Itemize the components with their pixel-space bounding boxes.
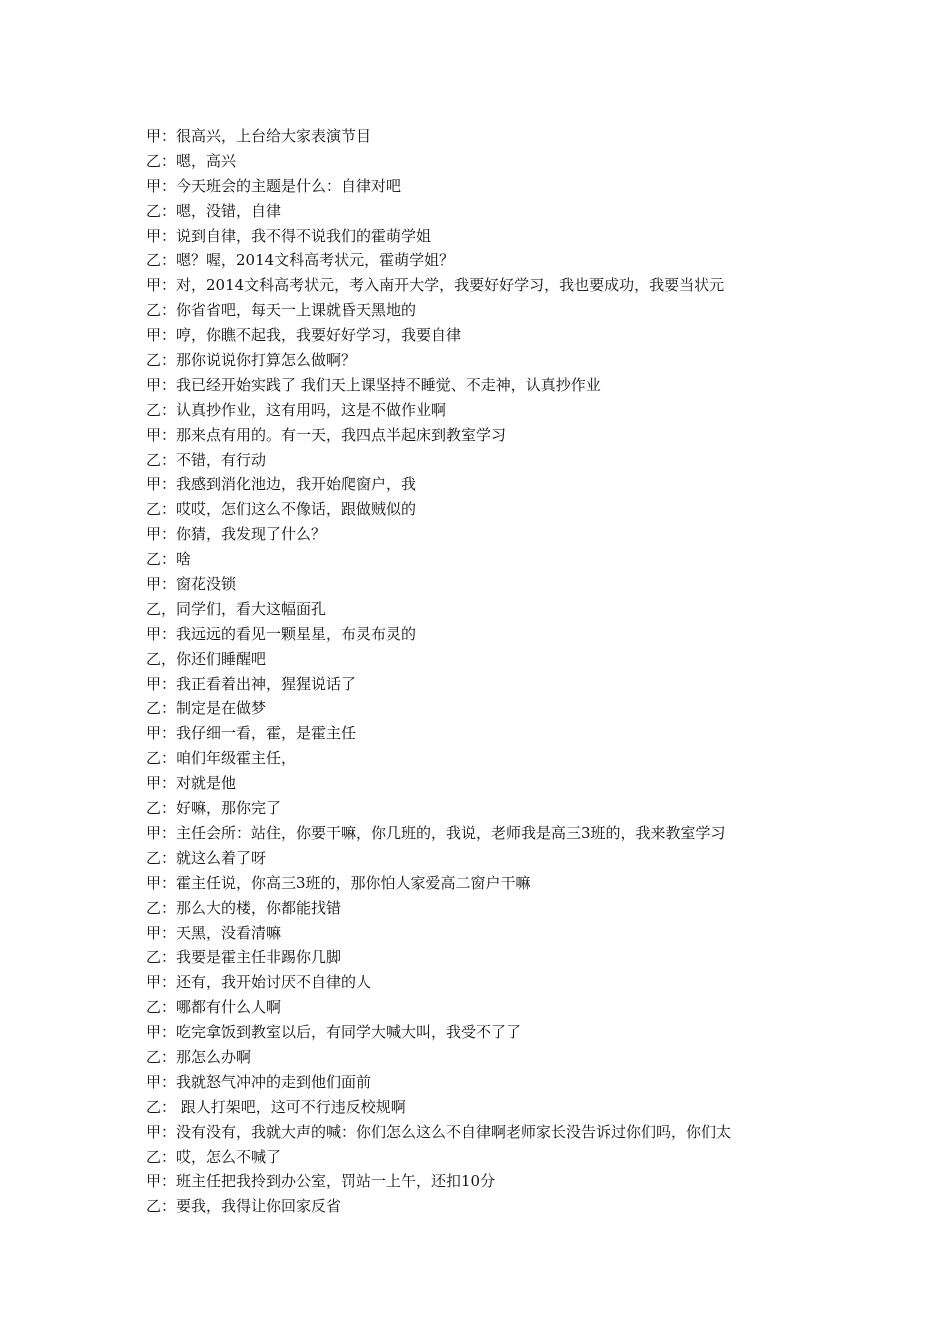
dialogue-line: 乙，你还们睡醒吧	[146, 649, 267, 668]
dialogue-line: 甲：我仔细一看，霍，是霍主任	[146, 724, 357, 743]
dialogue-line: 甲：我就怒气冲冲的走到他们面前	[146, 1072, 372, 1091]
dialogue-line: 甲：班主任把我拎到办公室，罚站一上午，还扣10分	[146, 1172, 496, 1191]
dialogue-line: 乙：要我，我得让你回家反省	[146, 1197, 342, 1216]
dialogue-line: 甲：没有没有，我就大声的喊：你们怎么这么不自律啊老师家长没告诉过你们吗，你们太	[146, 1122, 732, 1141]
dialogue-line: 乙：嗯，没错，自律	[146, 201, 282, 220]
dialogue-line: 乙：认真抄作业，这有用吗，这是不做作业啊	[146, 400, 447, 419]
dialogue-line: 甲：我远远的看见一颗星星，布灵布灵的	[146, 624, 417, 643]
dialogue-line: 甲：我已经开始实践了 我们天上课坚持不睡觉、不走神，认真抄作业	[146, 375, 601, 394]
dialogue-line: 乙：哪都有什么人啊	[146, 998, 282, 1017]
dialogue-line: 乙：就这么着了呀	[146, 848, 267, 867]
dialogue-line: 甲：还有，我开始讨厌不自律的人	[146, 973, 372, 992]
dialogue-line: 甲：我正看着出神，猩猩说话了	[146, 674, 357, 693]
dialogue-line: 甲：哼，你瞧不起我，我要好好学习，我要自律	[146, 326, 462, 345]
dialogue-line: 乙：我要是霍主任非踢你几脚	[146, 948, 342, 967]
dialogue-line: 甲：吃完拿饭到教室以后，有同学大喊大叫，我受不了了	[146, 1023, 522, 1042]
dialogue-line: 乙：那怎么办啊	[146, 1047, 252, 1066]
dialogue-line: 乙：啥	[146, 550, 192, 569]
dialogue-script	[146, 124, 846, 1219]
dialogue-line: 甲：主任会所：站住，你要干嘛，你几班的，我说，老师我是高三3班的，我来教室学习	[146, 823, 726, 842]
dialogue-line: 甲：我感到消化池边，我开始爬窗户，我	[146, 475, 417, 494]
dialogue-line: 甲：窗花没锁	[146, 575, 237, 594]
dialogue-line: 乙：那么大的楼，你都能找错	[146, 898, 342, 917]
dialogue-line: 乙：嗯，高兴	[146, 151, 237, 170]
dialogue-line: 甲：那来点有用的。有一天，我四点半起床到教室学习	[146, 425, 507, 444]
dialogue-line: 甲：天黑，没看清嘛	[146, 923, 282, 942]
dialogue-line: 乙：制定是在做梦	[146, 699, 267, 718]
dialogue-line: 甲：今天班会的主题是什么：自律对吧	[146, 176, 402, 195]
dialogue-line: 乙，同学们，看大这幅面孔	[146, 599, 327, 618]
dialogue-line: 甲：霍主任说，你高三3班的，那你怕人家爱高二窗户干嘛	[146, 873, 531, 892]
dialogue-line: 乙： 跟人打架吧，这可不行违反校规啊	[146, 1097, 406, 1116]
dialogue-line: 乙：哎，怎么不喊了	[146, 1147, 282, 1166]
dialogue-line: 乙：不错，有行动	[146, 450, 267, 469]
dialogue-line: 乙：好嘛，那你完了	[146, 799, 282, 818]
dialogue-line: 乙：你省省吧，每天一上课就昏天黑地的	[146, 301, 417, 320]
dialogue-line: 乙：那你说说你打算怎么做啊？	[146, 351, 357, 370]
dialogue-line: 甲：你猜，我发现了什么？	[146, 525, 327, 544]
dialogue-line: 甲：很高兴，上台给大家表演节目	[146, 127, 372, 145]
dialogue-line: 乙：嗯？喔，2014文科高考状元，霍萌学姐？	[146, 251, 455, 270]
dialogue-line: 甲：说到自律，我不得不说我们的霍萌学姐	[146, 226, 432, 245]
dialogue-line: 甲：对就是他	[146, 774, 237, 793]
dialogue-line: 乙：咱们年级霍主任，	[146, 749, 297, 768]
dialogue-line: 甲：对，2014文科高考状元，考入南开大学，我要好好学习，我也要成功，我要当状元	[146, 276, 725, 295]
dialogue-line: 乙：哎哎，怎们这么不像话，跟做贼似的	[146, 500, 417, 519]
